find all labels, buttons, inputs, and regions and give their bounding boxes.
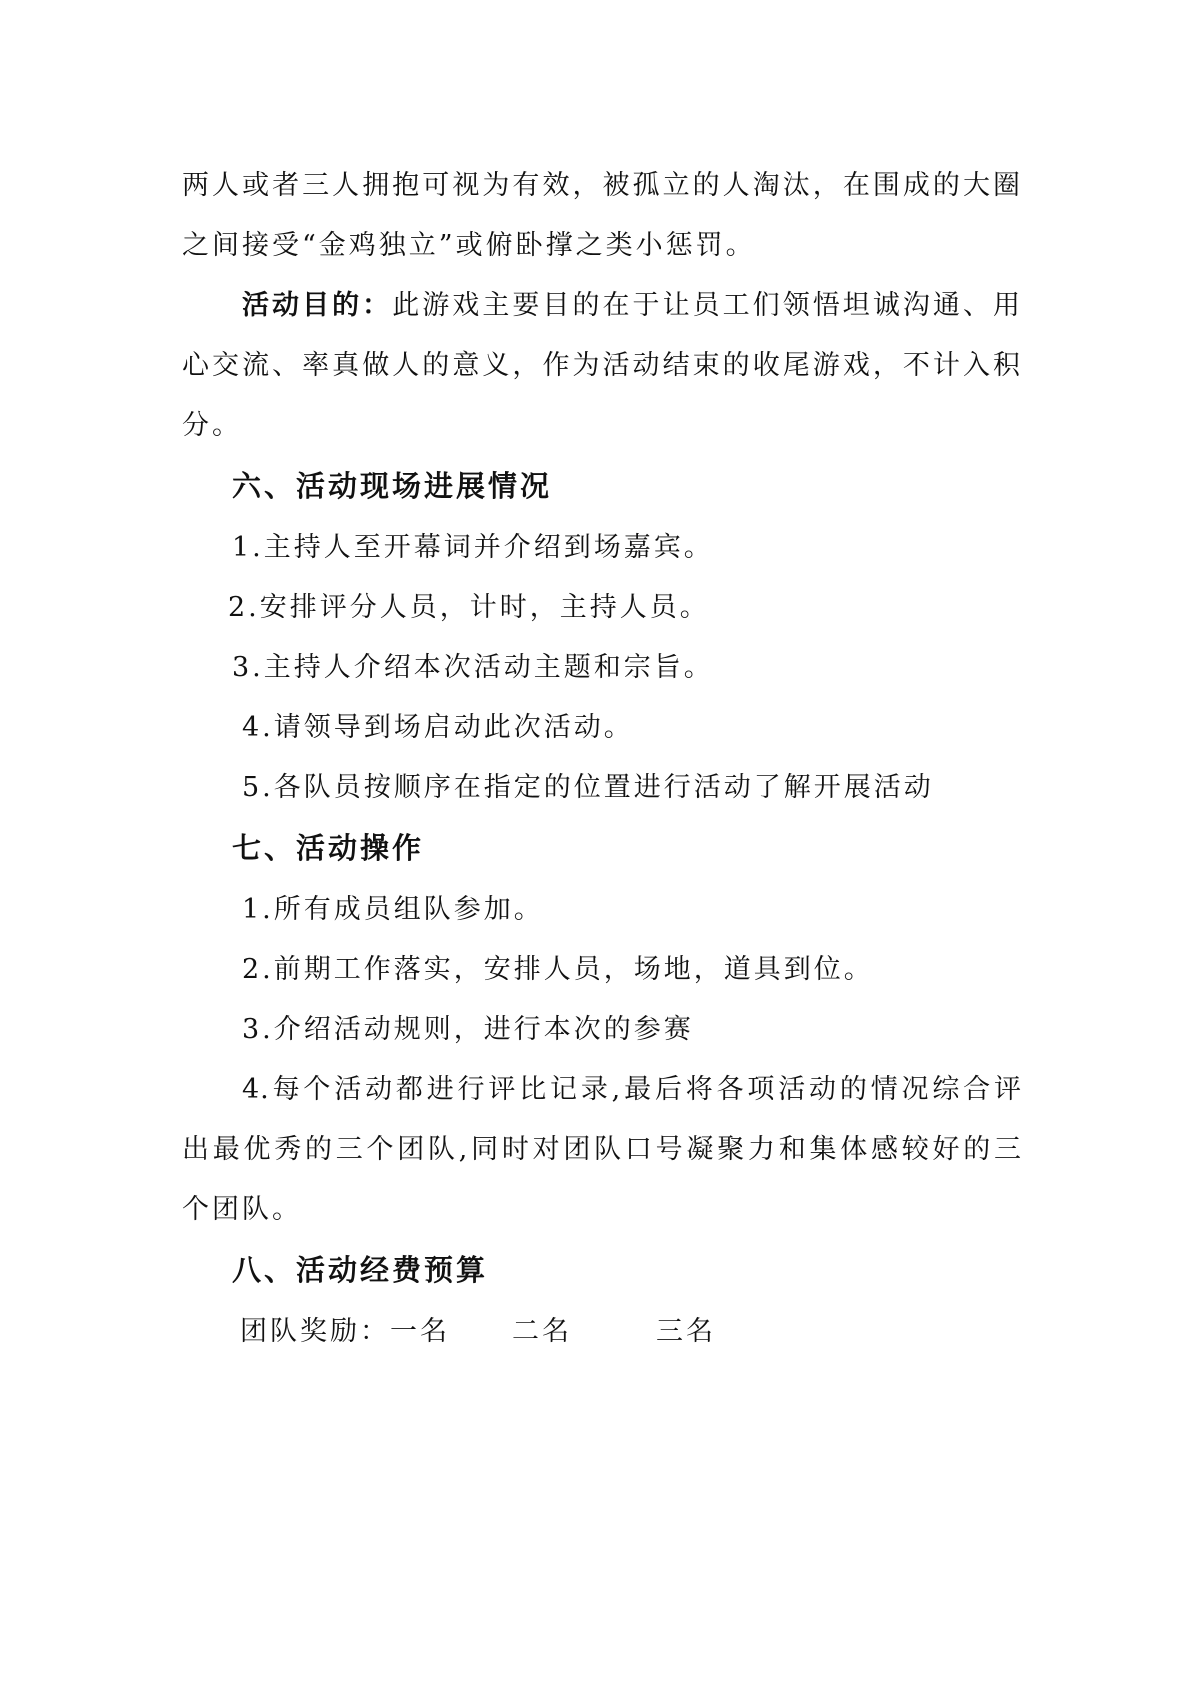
reward-third: 三名 xyxy=(656,1316,716,1347)
paragraph-line: 出最优秀的三个团队,同时对团队口号凝聚力和集体感较好的三 xyxy=(182,1134,1022,1165)
section-heading: 七、活动操作 xyxy=(232,831,425,865)
list-item: 1.所有成员组队参加。 xyxy=(242,894,544,925)
list-item: 3.主持人介绍本次活动主题和宗旨。 xyxy=(232,652,714,683)
paragraph-line: 心交流、率真做人的意义，作为活动结束的收尾游戏，不计入积 xyxy=(182,350,1022,381)
list-item: 2.安排评分人员，计时，主持人员。 xyxy=(228,592,710,623)
reward-second: 二名 xyxy=(512,1316,572,1347)
purpose-text: 此游戏主要目的在于让员工们领悟坦诚沟通、用 xyxy=(392,290,1023,321)
purpose-line xyxy=(182,289,1022,323)
purpose-label: 活动目的： xyxy=(242,290,393,321)
reward-line xyxy=(240,1315,716,1349)
paragraph-line: 之间接受“金鸡独立”或俯卧撑之类小惩罚。 xyxy=(182,230,756,261)
list-item: 4.请领导到场启动此次活动。 xyxy=(242,712,634,743)
list-item: 3.介绍活动规则，进行本次的参赛 xyxy=(242,1014,694,1045)
paragraph-line: 个团队。 xyxy=(182,1194,302,1225)
list-item: 2.前期工作落实，安排人员，场地，道具到位。 xyxy=(242,954,874,985)
reward-label: 团队奖励： xyxy=(240,1316,390,1347)
reward-first: 一名 xyxy=(390,1316,450,1347)
list-item: 5.各队员按顺序在指定的位置进行活动了解开展活动 xyxy=(242,772,934,803)
paragraph-line: 分。 xyxy=(182,410,242,441)
paragraph-line: 两人或者三人拥抱可视为有效，被孤立的人淘汰，在围成的大圈 xyxy=(182,170,1022,201)
list-item: 1.主持人至开幕词并介绍到场嘉宾。 xyxy=(232,532,714,563)
list-item: 4.每个活动都进行评比记录,最后将各项活动的情况综合评 xyxy=(242,1074,1022,1105)
section-heading: 六、活动现场进展情况 xyxy=(232,469,553,503)
section-heading: 八、活动经费预算 xyxy=(232,1253,489,1287)
